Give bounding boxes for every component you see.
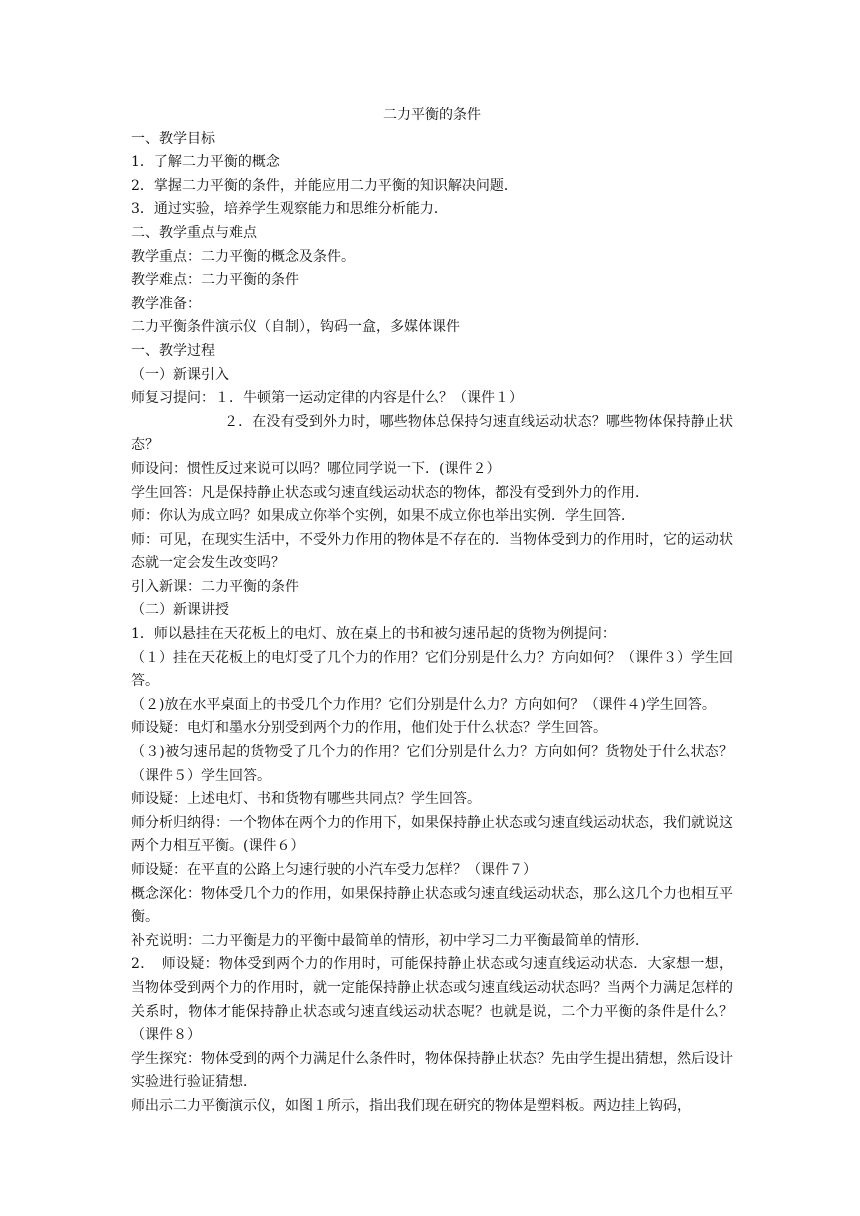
key-point-text: 教学重点：二力平衡的概念及条件。 xyxy=(131,248,355,265)
paragraph: 师：你认为成立吗？如果成立你举个实例，如果不成立你也举出实例．学生回答． xyxy=(131,508,635,525)
review-question-2: ２．在没有受到外力时，哪些物体总保持匀速直线运动状态？哪些物体保持静止状态？ xyxy=(131,413,733,454)
difficulty-text: 教学难点：二力平衡的条件 xyxy=(131,272,299,289)
objective-item: 1．了解二力平衡的概念 xyxy=(131,154,280,171)
paragraph: 师设问：惯性反过来说可以吗？哪位同学说一下．(课件２） xyxy=(131,460,501,477)
paragraph: 师出示二力平衡演示仪，如图１所示，指出我们现在研究的物体是塑料板。两边挂上钩码， xyxy=(131,1097,691,1114)
objective-item: 2．掌握二力平衡的条件，并能应用二力平衡的知识解决问题． xyxy=(131,177,518,194)
document-title: 二力平衡的条件 xyxy=(383,107,481,123)
paragraph: （３)被匀速吊起的货物受了几个力的作用？它们分别是什么力？方向如何？货物处于什么状态？（课件５）学生回答。 xyxy=(131,744,733,784)
review-question-1: 师复习提问：１．牛顿第一运动定律的内容是什么？（课件１） xyxy=(131,390,523,407)
paragraph: （２)放在水平桌面上的书受几个力作用？它们分别是什么力？方向如何？（课件４)学生回答。 xyxy=(131,696,716,713)
paragraph: 1．师以悬挂在天花板上的电灯、放在桌上的书和被匀速吊起的货物为例提问： xyxy=(131,626,616,643)
subheading-intro: （一）新课引入 xyxy=(131,366,229,383)
subheading-new-lesson: （二）新课讲授 xyxy=(131,602,229,619)
paragraph: 师设疑：在平直的公路上匀速行驶的小汽车受力怎样？（课件７） xyxy=(131,862,537,878)
paragraph: 师设疑：上述电灯、书和货物有哪些共同点？学生回答。 xyxy=(131,791,481,808)
paragraph: （１）挂在天花板上的电灯受了几个力的作用？它们分别是什么力？方向如何？（课件３）学生回答。 xyxy=(131,649,733,690)
preparation-label: 教学准备： xyxy=(131,295,201,312)
paragraph: 2． 师设疑：物体受到两个力的作用时，可能保持静止状态或匀速直线运动状态．大家想一想，当物体受到两个力的作用时，就一定能保持静止状态或匀速直线运动状态吗？当两个力满足怎样的关系时，物体才能保持静止状态或匀速直线运动状态呢？也就是说，二个力平衡的条件是什么？（课件８） xyxy=(131,956,733,1044)
heading-objectives: 一、教学目标 xyxy=(131,130,215,147)
heading-process: 一、教学过程 xyxy=(131,342,215,359)
preparation-text: 二力平衡条件演示仪（自制），钩码一盒，多媒体课件 xyxy=(131,319,460,336)
paragraph: 师设疑：电灯和墨水分别受到两个力的作用，他们处于什么状态？学生回答。 xyxy=(131,720,607,737)
paragraph: 引入新课：二力平衡的条件 xyxy=(131,578,299,595)
paragraph: 概念深化：物体受几个力的作用，如果保持静止状态或匀速直线运动状态，那么这几个力也相互平衡。 xyxy=(131,885,733,926)
document-page xyxy=(131,104,733,1119)
objective-item: 3．通过实验，培养学生观察能力和思维分析能力． xyxy=(131,201,448,218)
paragraph: 学生回答：凡是保持静止状态或匀速直线运动状态的物体，都没有受到外力的作用． xyxy=(131,484,649,501)
paragraph: 师：可见，在现实生活中，不受外力作用的物体是不存在的．当物体受到力的作用时，它的运动状态就一定会发生改变吗？ xyxy=(131,531,733,572)
paragraph: 补充说明：二力平衡是力的平衡中最简单的情形，初中学习二力平衡最简单的情形． xyxy=(131,932,649,949)
paragraph: 师分析归纳得：一个物体在两个力的作用下，如果保持静止状态或匀速直线运动状态，我们就说这两个力相互平衡。(课件６） xyxy=(131,814,733,855)
paragraph: 学生探究：物体受到的两个力满足什么条件时，物体保持静止状态？先由学生提出猜想，然后设计实验进行验证猜想． xyxy=(131,1050,733,1091)
heading-key-points: 二、教学重点与难点 xyxy=(131,224,257,241)
